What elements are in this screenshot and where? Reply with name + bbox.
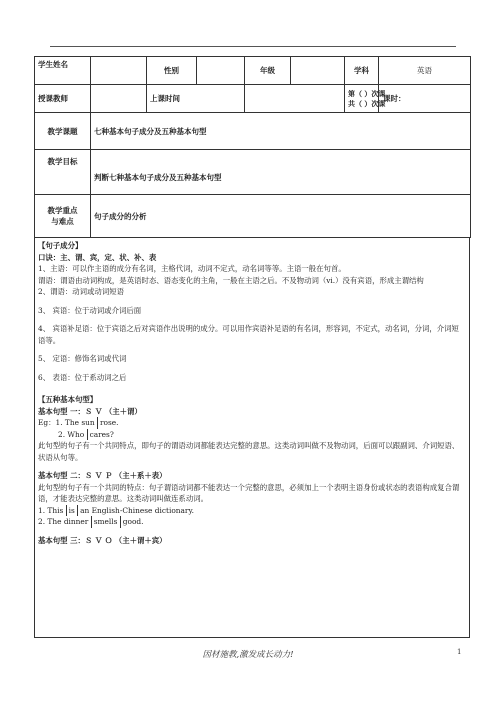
lesson-count [345,85,386,113]
p2-example-1-verb: is [66,505,75,517]
gender-label: 性别 [147,57,197,85]
key-points-label-line1: 教学重点 [47,206,78,215]
goal-label: 教学目标 [35,150,91,195]
lesson-content [34,238,470,638]
pattern-1-example-1 [38,417,466,429]
pattern-1-description: 此句型的句子有一个共同特点，即句子的谓语动词都能表达完整的意思。这类动词叫做不及物动词，后面可以跟副词、介词短语、状语从句等。 [38,441,460,462]
pattern-2-title: 基本句型 二：Ｓ Ｖ Ｐ （主＋系＋表） [38,471,167,480]
class-time-label: 上课时间 [147,85,245,113]
p2-example-2-subject: 2. The dinner [38,517,89,526]
item-predicative: 6、 表语：位于系动词之后 [38,372,127,382]
class-time-value [245,85,345,113]
p2-example-1-subject: 1. This [38,505,64,515]
p2-example-2-verb: smells [91,516,118,528]
item-subject: 1、主语：可以作主语的成分有名词，主格代词，动词不定式，动名词等等。主语一般在句首。 [38,264,346,273]
pattern-2-example-2 [38,516,466,528]
item-predicate: 2、谓语：动词或动词短语 [38,287,125,296]
grade-value [291,57,345,85]
lesson-total: 共（ ）次课 [348,98,386,108]
page-number: 1 [457,648,462,656]
subject-value: 英语 [379,57,471,85]
pattern-1-title: 基本句型 一：Ｓ Ｖ （主＋谓） [38,406,142,416]
example-1-verb: rose. [97,417,119,429]
section-title-components: 【句子成分】 [38,241,83,250]
pattern-3-title: 基本句型 三：Ｓ Ｖ Ｏ （主＋谓＋宾） [38,535,167,545]
student-name-label: 学生姓名 [35,57,91,85]
lesson-info-table [34,56,471,238]
student-name-value [91,57,147,85]
footer-slogan: 因材施教,激发成长动力! [202,650,294,660]
item-object-complement: 4、 宾语补足语：位于宾语之后对宾语作出说明的成分。可以用作宾语补足语的有名词，形容词，不定式，动名词，分词，介词短语等。 [38,324,459,345]
gender-value [197,57,245,85]
item-attribute: 5、 定语：修饰名词或代词 [38,354,127,363]
grade-label: 年级 [245,57,291,85]
class-hours-label: 课时： [379,85,471,113]
pattern-1-example-2 [38,429,466,441]
p2-example-1-complement: an English-Chinese dictionary. [77,505,194,517]
section-title-patterns: 【五种基本句型】 [38,395,98,404]
mnemonic: 口诀：主、谓、宾，定、状、补、表 [38,252,157,262]
header-rule [50,46,456,47]
subject-label: 学科 [345,57,379,85]
item-predicate-note: 谓语：谓语由动词构成，是英语时态、语态变化的主角，一般在主语之后。不及物动词（vi.）没有宾语，形成主谓结构 [38,275,424,285]
example-2-subject: 2. Who [58,429,85,439]
example-2-verb: cares? [87,429,114,441]
example-1-subject: Eg：1. The sun [38,418,95,427]
key-points-label-line2: 与难点 [51,217,74,226]
pattern-2-example-1 [38,505,466,517]
teacher-value [91,85,147,113]
topic-label: 教学课题 [35,113,91,150]
lesson-number: 第（ ）次课 [348,88,386,98]
pattern-2-description: 此句型的句子有一个共同的特点：句子谓语动词都不能表达一个完整的意思，必须加上一个表明主语身份或状态的表语构成复合谓语，才能表达完整的意思。这类动词叫做连系动词。 [38,482,460,503]
p2-example-2-complement: good. [120,516,144,528]
teacher-label: 授课教师 [35,85,91,113]
key-points-value: 句子成分的分析 [91,195,471,238]
key-points-label [35,195,91,238]
item-object: 3、 宾语：位于动词或介词后面 [38,305,142,315]
topic-value: 七种基本句子成分及五种基本句型 [91,113,471,150]
goal-value: 判断七种基本句子成分及五种基本句型 [91,150,471,195]
